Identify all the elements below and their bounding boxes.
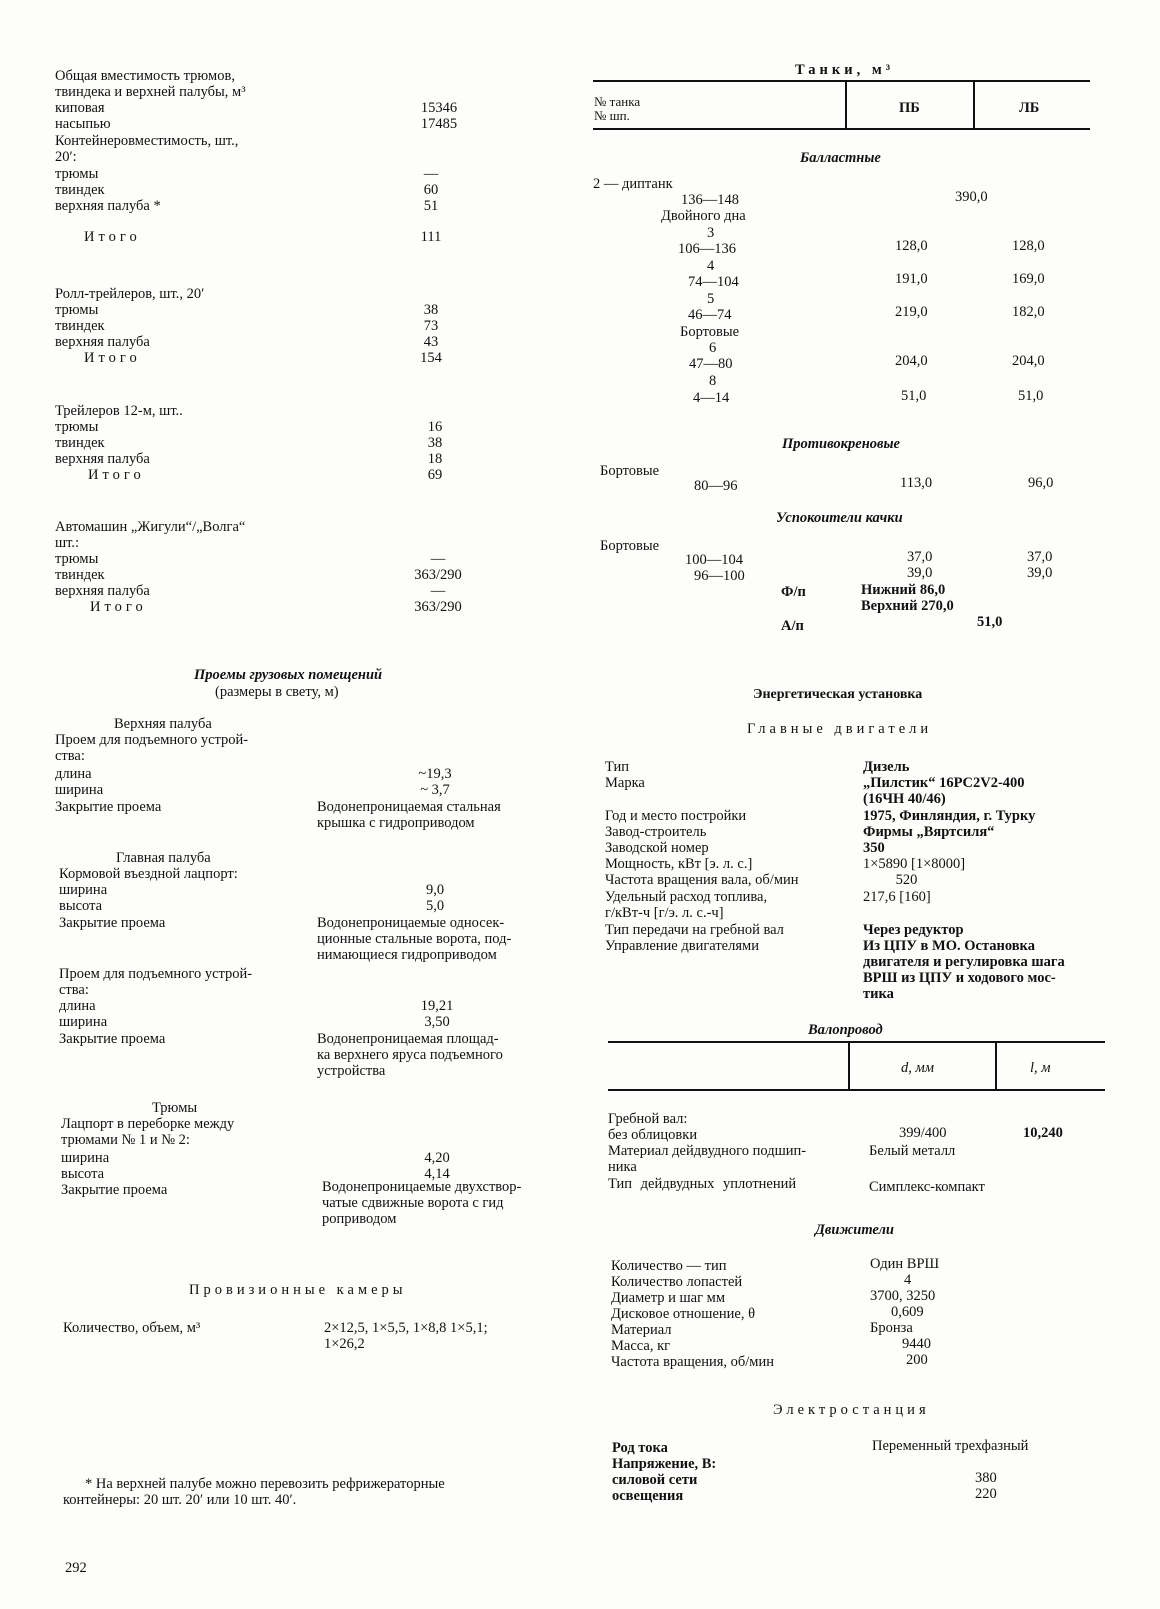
closure-value: Водонепроницаемая площад- ка верхнего яруса подъемного устройства (317, 1031, 503, 1079)
prop-value: 4 (904, 1272, 912, 1288)
engine-value: 217,6 [160] (863, 889, 931, 905)
prop-value: 0,609 (891, 1304, 924, 1320)
table-rule (593, 80, 1090, 82)
table-row: 4—14 (693, 390, 730, 406)
engine-label: Тип передачи на гребной вал (605, 922, 784, 938)
trailers-title: Трейлеров 12-м, шт.. (55, 403, 183, 419)
table-rule (848, 1043, 850, 1089)
table-cell: 204,0 (1012, 353, 1045, 369)
engine-value: Из ЦПУ в МО. Остановка двигателя и регулировка шага ВРШ из ЦПУ и ходового мос- тика (863, 938, 1065, 1002)
current-value: Переменный трехфазный (872, 1438, 1029, 1454)
antiheel-heading: Противокреновые (782, 436, 900, 452)
engine-label: Мощность, кВт [э. л. с.] (605, 856, 753, 872)
table-row: 4 (707, 258, 715, 274)
tanks-head-col1: № танка № шп. (594, 94, 641, 123)
table-cell: 191,0 (895, 271, 928, 287)
prop-label: Материал (611, 1322, 672, 1338)
closure-label: Закрытие проема (61, 1182, 168, 1198)
main-deck-heading: Главная палуба (116, 850, 211, 866)
table-row: 47—80 (689, 356, 733, 372)
stab-range: 100—104 (685, 552, 743, 568)
closure-label: Закрытие проема (59, 1031, 166, 1047)
table-cell: 128,0 (1012, 238, 1045, 254)
table-row: 6 (709, 340, 717, 356)
prop-value: 9440 (902, 1336, 931, 1352)
stabilizer-heading: Успокоители качки (776, 510, 903, 526)
prop-value: 3700, 3250 (870, 1288, 936, 1304)
engine-value: Дизель (863, 759, 910, 775)
bearing-label: Материал дейдвудного подшип- ника (608, 1143, 807, 1175)
holds-desc: Лацпорт в переборке между трюмами № 1 и № 2: (61, 1116, 235, 1148)
openings-title: Проемы грузовых помещений (194, 667, 383, 683)
table-rule (995, 1043, 997, 1089)
stab-pb: 39,0 (907, 565, 933, 581)
elec-label: освещения (612, 1488, 684, 1504)
table-cell: 128,0 (895, 238, 928, 254)
engine-value: 350 (863, 840, 885, 856)
engine-value: 1×5890 [1×8000] (863, 856, 966, 872)
engine-label: Управление двигателями (605, 938, 759, 954)
upper-deck-heading: Верхняя палуба (114, 716, 212, 732)
prop-label: Масса, кг (611, 1338, 671, 1354)
footnote: * На верхней палубе можно перевозить рефрижераторные контейнеры: 20 шт. 20′ или 10 шт. 40′. (63, 1476, 445, 1508)
table-row: Бортовые (680, 324, 740, 340)
prop-label: Количество — тип (611, 1258, 727, 1274)
current-label: Род тока (612, 1440, 668, 1456)
table-cell: 219,0 (895, 304, 928, 320)
table-rule (845, 82, 847, 128)
closure-value: Водонепроницаемые односек- ционные стальные ворота, под- нимающиеся гидроприводом (317, 915, 512, 963)
engine-label: Год и место постройки (605, 808, 747, 824)
engine-value: Через редуктор (863, 922, 964, 938)
stab-range: 96—100 (694, 568, 745, 584)
fp-upper: Верхний 270,0 (861, 598, 954, 614)
cars-title: Автомашин „Жигули“/„Волга“ шт.: (55, 519, 246, 551)
fp-lower: Нижний 86,0 (861, 582, 946, 598)
prop-value: Бронза (870, 1320, 913, 1336)
prop-label: Диаметр и шаг мм (611, 1290, 725, 1306)
main-deck-desc: Кормовой въездной лацпорт: (59, 866, 238, 882)
shafting-d: 399/400 (899, 1125, 947, 1141)
engine-label: Завод-строитель (605, 824, 707, 840)
ballast-heading: Балластные (800, 150, 881, 166)
antiheel-range: 80—96 (694, 478, 738, 494)
table-cell: 182,0 (1012, 304, 1045, 320)
ap-label: А/п (781, 618, 804, 634)
shafting-row: без облицовки (608, 1127, 698, 1143)
antiheel-lb: 96,0 (1028, 475, 1054, 491)
engine-value: „Пилстик“ 16PC2V2-400 (16ЧН 40/46) (863, 775, 1025, 807)
engine-label: Тип (605, 759, 630, 775)
engine-label: Заводской номер (605, 840, 709, 856)
elec-label: силовой сети (612, 1472, 698, 1488)
prop-label: Дисковое отношение, θ (611, 1306, 756, 1322)
provisions-heading: Провизионные камеры (189, 1282, 407, 1298)
table-rule (973, 82, 975, 128)
ap-value: 51,0 (977, 614, 1003, 630)
antiheel-pb: 113,0 (900, 475, 933, 491)
provisions-value: 2×12,5, 1×5,5, 1×8,8 1×5,1; 1×26,2 (324, 1320, 488, 1352)
closure-value: Водонепроницаемая стальная крышка с гидроприводом (317, 799, 501, 831)
table-row: 2 — диптанк (593, 176, 673, 192)
stab-lb: 37,0 (1027, 549, 1053, 565)
shafting-head-l: l, м (1030, 1060, 1051, 1076)
elec-value: 380 (975, 1470, 997, 1486)
table-row: 3 (707, 225, 715, 241)
table-rule (608, 1089, 1105, 1091)
closure-label: Закрытие проема (59, 915, 166, 931)
table-row: 5 (707, 291, 715, 307)
stabilizer-label: Бортовые (600, 538, 660, 554)
elec-value: 220 (975, 1486, 997, 1502)
table-cell: 51,0 (1018, 388, 1044, 404)
main-engines-heading: Главные двигатели (747, 721, 933, 737)
shafting-l: 10,240 (1023, 1125, 1063, 1141)
table-row: 46—74 (688, 307, 732, 323)
stab-lb: 39,0 (1027, 565, 1053, 581)
propellers-heading: Движители (815, 1222, 894, 1238)
seal-value: Симплекс-компакт (869, 1179, 985, 1195)
electric-heading: Электростанция (773, 1402, 930, 1418)
seal-label: Тип дейдвудных уплотнений (608, 1176, 797, 1192)
engine-label: Удельный расход топлива, г/кВт-ч [г/э. л. с.-ч] (605, 889, 768, 921)
prop-value: 200 (906, 1352, 928, 1368)
openings-subtitle: (размеры в свету, м) (215, 684, 339, 700)
engine-value: Фирмы „Вяртсиля“ (863, 824, 995, 840)
shafting-row: Гребной вал: (608, 1111, 688, 1127)
prop-value: Один ВРШ (870, 1256, 940, 1272)
table-rule (593, 128, 1090, 130)
shafting-heading: Валопровод (808, 1022, 883, 1038)
table-cell: 51,0 (901, 388, 927, 404)
capacity-title: Общая вместимость трюмов, твиндека и верхней палубы, м³ (55, 68, 246, 100)
antiheel-label: Бортовые (600, 463, 660, 479)
containers-title: Контейнеровместимость, шт., 20′: (55, 133, 239, 165)
tanks-heading: Танки, м³ (795, 62, 895, 78)
bearing-value: Белый металл (869, 1143, 956, 1159)
stab-pb: 37,0 (907, 549, 933, 565)
provisions-label: Количество, объем, м³ (63, 1320, 201, 1336)
upper-deck-desc: Проем для подъемного устрой- ства: (55, 732, 249, 764)
closure-label: Закрытие проема (55, 799, 162, 815)
table-row: 74—104 (688, 274, 739, 290)
voltage-label: Напряжение, В: (612, 1456, 717, 1472)
table-cell: 169,0 (1012, 271, 1045, 287)
table-row: 8 (709, 373, 717, 389)
table-cell: 204,0 (895, 353, 928, 369)
rolltrailers-title: Ролл-трейлеров, шт., 20′ (55, 286, 205, 302)
page-number: 292 (65, 1560, 87, 1576)
engine-value: 1975, Финляндия, г. Турку (863, 808, 1036, 824)
engine-label: Частота вращения вала, об/мин (605, 872, 799, 888)
table-rule (608, 1041, 1105, 1043)
shafting-head-d: d, мм (901, 1060, 935, 1076)
prop-label: Количество лопастей (611, 1274, 743, 1290)
tanks-head-lb: ЛБ (1019, 100, 1040, 116)
tanks-head-pb: ПБ (899, 100, 920, 116)
table-row: Двойного дна (661, 208, 746, 224)
power-heading: Энергетическая установка (753, 687, 923, 702)
prop-label: Частота вращения, об/мин (611, 1354, 774, 1370)
table-row: 106—136 (678, 241, 736, 257)
engine-label: Марка (605, 775, 645, 791)
holds-heading: Трюмы (152, 1100, 198, 1116)
engine-value: 520 (863, 872, 918, 888)
closure-value: Водонепроницаемые двухствор- чатые сдвижные ворота с гид роприводом (322, 1179, 522, 1227)
lift-desc: Проем для подъемного устрой- ства: (59, 966, 253, 998)
table-row: 136—148 (681, 192, 739, 208)
fp-label: Ф/п (781, 584, 806, 600)
table-row: 390,0 (955, 189, 988, 205)
